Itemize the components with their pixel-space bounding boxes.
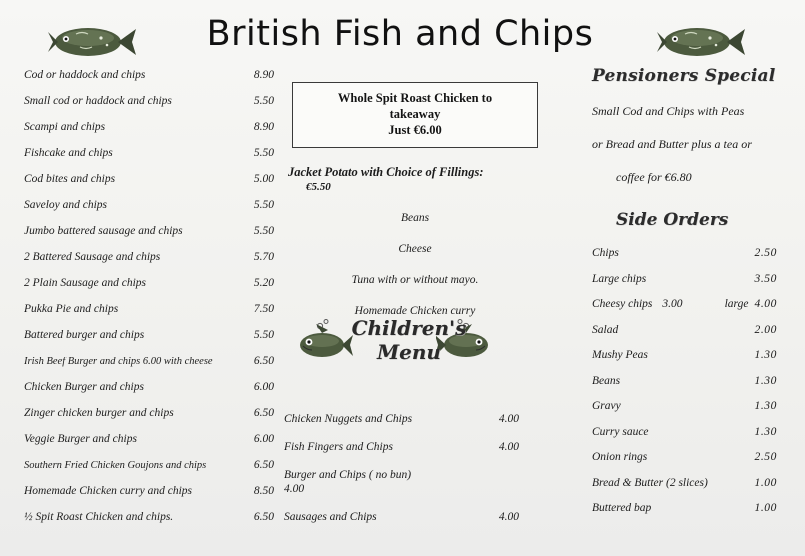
menu-item-price: 5.50 xyxy=(253,199,274,211)
side-order-name: Cheesy chips xyxy=(592,298,653,310)
menu-item-name: Southern Fried Chicken Goujons and chips xyxy=(24,461,207,471)
list-item xyxy=(24,408,274,434)
childrens-item-price: 4.00 xyxy=(498,511,519,523)
list-item xyxy=(592,325,777,351)
menu-item-price: 5.50 xyxy=(253,95,274,107)
side-order-price: 1.30 xyxy=(754,349,777,361)
spit-roast-chicken-box xyxy=(292,82,538,148)
side-order-price: 1.30 xyxy=(754,425,777,438)
childrens-menu-heading xyxy=(284,316,534,364)
list-item xyxy=(592,478,777,504)
menu-item-name: Pukka Pie and chips xyxy=(24,304,119,315)
menu-item-price: 5.00 xyxy=(253,173,274,185)
menu-item-name: 2 Plain Sausage and chips xyxy=(24,278,147,289)
list-item xyxy=(24,122,274,148)
list-item xyxy=(284,412,519,426)
list-item xyxy=(592,503,777,529)
side-order-extra-label: large xyxy=(724,298,749,310)
list-item xyxy=(24,148,274,174)
list-item xyxy=(24,252,274,278)
list-item xyxy=(24,330,274,356)
menu-item-name: Irish Beef Burger and chips 6.00 with cheese xyxy=(24,357,213,367)
list-item xyxy=(592,452,777,478)
list-item xyxy=(24,460,274,486)
menu-item-price: 8.90 xyxy=(253,121,274,133)
chicken-box-line-2: takeaway xyxy=(389,107,441,121)
side-order-price: 4.00 xyxy=(754,298,777,310)
side-order-price: 2.50 xyxy=(754,451,777,463)
side-order-price: 1.00 xyxy=(754,476,777,489)
fish-icon xyxy=(46,22,138,62)
menu-item-price: 5.20 xyxy=(253,277,274,289)
menu-item-name: 2 Battered Sausage and chips xyxy=(24,252,161,263)
filling-option: Beans xyxy=(400,212,430,224)
side-orders-list xyxy=(592,248,777,529)
menu-item-name: Scampi and chips xyxy=(24,122,106,133)
menu-item-name: Jumbo battered sausage and chips xyxy=(24,226,183,237)
center-panel xyxy=(280,82,550,317)
menu-item-name: Battered burger and chips xyxy=(24,330,145,341)
filling-option: Cheese xyxy=(398,243,432,255)
menu-item-price: 7.50 xyxy=(253,303,274,315)
menu-item-name: ½ Spit Roast Chicken and chips. xyxy=(24,512,174,523)
side-order-price: 1.30 xyxy=(754,374,777,387)
list-item xyxy=(592,427,777,453)
side-order-name: Bread & Butter (2 slices) xyxy=(592,476,708,489)
side-order-price: 2.00 xyxy=(754,323,777,336)
side-order-name: Onion rings xyxy=(592,451,648,463)
menu-item-price: 6.00 xyxy=(253,381,274,393)
chicken-box-line-3: Just €6.00 xyxy=(388,123,442,137)
pensioners-line: Small Cod and Chips with Peas xyxy=(592,104,745,118)
side-order-name: Large chips xyxy=(592,272,647,285)
side-order-extra-price: 3.00 xyxy=(662,298,683,310)
menu-item-price: 6.50 xyxy=(253,459,274,471)
menu-item-price: 6.50 xyxy=(253,355,274,367)
side-order-price: 2.50 xyxy=(754,247,777,259)
side-order-name: Beans xyxy=(592,374,621,387)
list-item xyxy=(592,248,777,274)
side-order-name: Salad xyxy=(592,323,619,336)
side-order-name: Mushy Peas xyxy=(592,349,648,361)
filling-option: Homemade Chicken curry xyxy=(354,305,476,317)
menu-item-price: 6.50 xyxy=(253,407,274,419)
side-order-name: Chips xyxy=(592,247,619,259)
menu-item-name: Veggie Burger and chips xyxy=(24,434,137,445)
menu-item-name: Cod or haddock and chips xyxy=(24,70,146,81)
menu-item-price: 6.00 xyxy=(253,433,274,445)
childrens-menu-title-line2: Menu xyxy=(377,340,441,364)
list-item xyxy=(592,376,777,402)
menu-item-name: Homemade Chicken curry and chips xyxy=(24,486,192,497)
menu-item-name: Cod bites and chips xyxy=(24,174,116,185)
list-item xyxy=(284,468,519,496)
childrens-item-name: Sausages and Chips xyxy=(284,511,377,523)
list-item xyxy=(24,278,274,304)
jacket-potato-price: €5.50 xyxy=(306,181,331,193)
childrens-item-name: Chicken Nuggets and Chips xyxy=(284,413,413,425)
childrens-item-price: 4.00 xyxy=(498,441,519,453)
childrens-item-price: 4.00 xyxy=(498,413,519,425)
menu-item-price: 5.50 xyxy=(253,225,274,237)
side-order-price: 1.00 xyxy=(754,502,777,514)
list-item xyxy=(24,200,274,226)
fish-icon xyxy=(655,22,747,62)
pensioners-line: coffee for €6.80 xyxy=(616,170,692,184)
list-item xyxy=(284,510,519,524)
menu-item-name: Fishcake and chips xyxy=(24,148,113,159)
menu-item-name: Small cod or haddock and chips xyxy=(24,96,172,107)
list-item xyxy=(284,440,519,454)
side-order-price: 3.50 xyxy=(754,272,777,285)
pensioners-special-title: Pensioners Special xyxy=(592,66,776,86)
list-item xyxy=(592,299,777,325)
menu-item-price: 6.50 xyxy=(253,511,274,523)
list-item xyxy=(24,174,274,200)
list-item xyxy=(24,96,274,122)
list-item xyxy=(24,512,274,538)
list-item xyxy=(24,434,274,460)
list-item xyxy=(592,350,777,376)
list-item xyxy=(592,274,777,300)
menu-item-name: Chicken Burger and chips xyxy=(24,382,144,393)
childrens-item-name: Burger and Chips ( no bun) 4.00 xyxy=(284,469,412,495)
childrens-menu-list xyxy=(284,412,519,538)
menu-item-name: Saveloy and chips xyxy=(24,200,108,211)
pensioners-line: or Bread and Butter plus a tea or xyxy=(592,137,752,151)
side-order-price: 1.30 xyxy=(754,400,777,412)
side-order-name: Curry sauce xyxy=(592,425,649,438)
jacket-potato-heading: Jacket Potato with Choice of Fillings: xyxy=(288,165,484,179)
list-item xyxy=(24,382,274,408)
list-item xyxy=(24,304,274,330)
menu-item-price: 5.50 xyxy=(253,147,274,159)
page-title: British Fish and Chips xyxy=(206,14,594,54)
chicken-box-line-1: Whole Spit Roast Chicken to xyxy=(337,91,493,105)
list-item xyxy=(24,70,274,96)
list-item xyxy=(24,486,274,512)
main-menu-list xyxy=(24,70,274,538)
side-orders-title: Side Orders xyxy=(616,210,729,230)
list-item xyxy=(592,401,777,427)
list-item xyxy=(24,226,274,252)
menu-item-price: 8.50 xyxy=(253,485,274,497)
side-order-name: Gravy xyxy=(592,400,621,412)
side-order-name: Buttered bap xyxy=(592,502,652,514)
list-item xyxy=(24,356,274,382)
menu-item-name: Zinger chicken burger and chips xyxy=(24,408,174,419)
menu-item-price: 5.70 xyxy=(253,251,274,263)
childrens-item-name: Fish Fingers and Chips xyxy=(284,441,393,453)
childrens-menu-title-line1: Children's xyxy=(351,316,467,340)
menu-item-price: 5.50 xyxy=(253,329,274,341)
filling-option: Tuna with or without mayo. xyxy=(351,274,479,286)
menu-item-price: 8.90 xyxy=(253,69,274,81)
pensioners-special-section xyxy=(592,66,792,185)
